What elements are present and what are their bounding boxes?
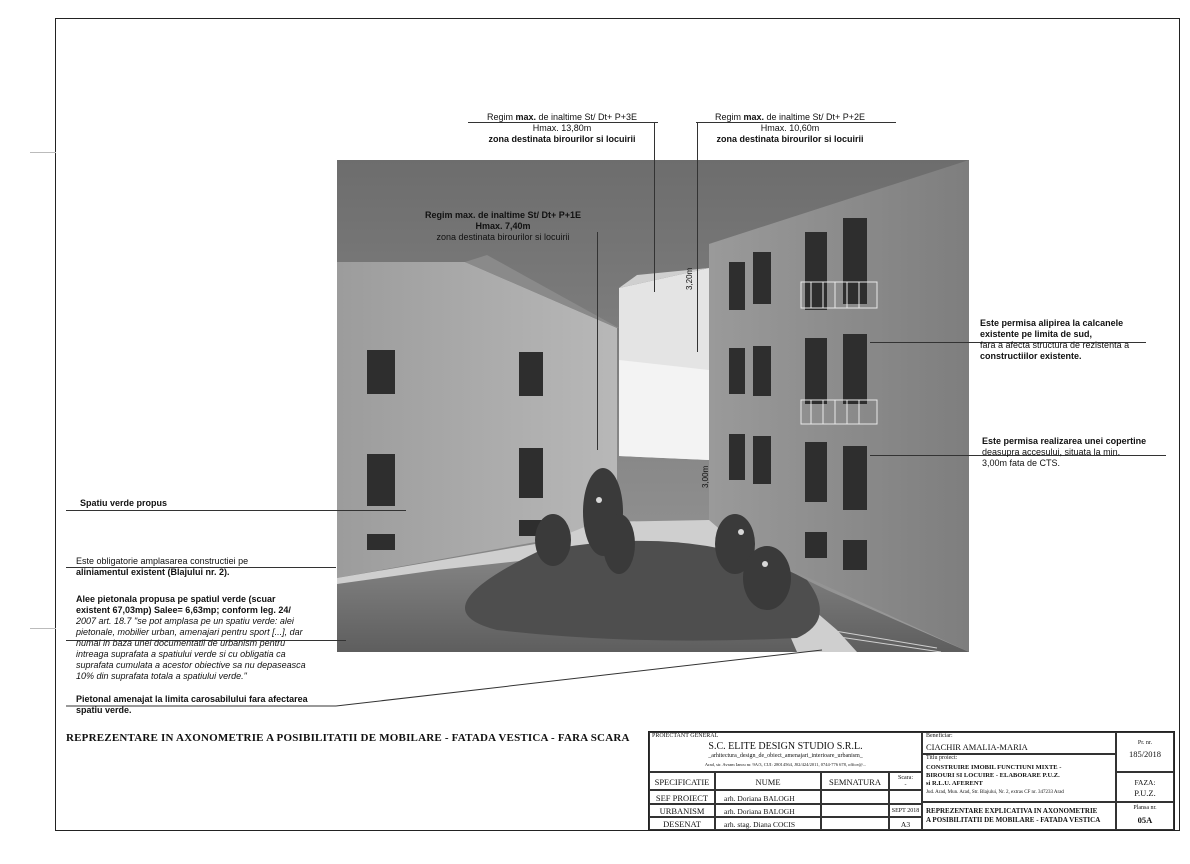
annotation-alignment: Este obligatorie amplasarea constructiei pe aliniamentul existent (Blajului nr. 2). [76,556,249,577]
scan-mark [30,628,56,629]
sheet-title-line: REPREZENTARE EXPLICATIVA IN AXONOMETRIE [926,807,1098,815]
beneficiar-name: CIACHIR AMALIA-MARIA [926,742,1028,752]
annotation-pedestrian-edge: Pietonal amenajat la limita carosabilului fara afectarea spatiu verde. [76,694,308,715]
project-number-label: Pr. nr. [1137,740,1153,746]
title-block [648,731,1175,830]
project-title-line: BIROURI SI LOCUIRE - ELABORARE P.U.Z. [926,772,1060,779]
firm-name: S.C. ELITE DESIGN STUDIO S.R.L. [708,741,863,752]
row-format: A3 [889,817,922,830]
annotation-party-wall: Este permisa alipirea la calcanele existente pe limita de sud, fara a afecta structura de rezistenta a constructiilor existente. [980,318,1130,361]
row-signature [821,817,889,830]
header-nume: NUME [715,772,821,790]
leader-line [654,122,655,292]
leader-line [697,122,698,352]
annotation-height-p3e: Regim max. de inaltime St/ Dt+ P+3E Hmax. 13,80m zona destinata birourilor si locuirii [486,112,638,144]
dimension-3-00: 3,00m [701,465,710,488]
row-date [889,790,922,804]
leader-line-diagonal [66,640,826,710]
project-address: Jud. Arad, Mun. Arad, Str. Blajului, Nr. 2, extras CF nr. 347233 Arad [926,790,1064,795]
annotation-green-space: Spatiu verde propus [80,498,168,508]
sheet-number: 05A [1137,815,1153,825]
row-date: SEPT 2018 [889,804,922,817]
proiectant-label: PROIECTANT GENERAL [652,733,719,739]
firm-tagline: _arhitectura_design_de_obiect_amenajari_interioare_urbanism_ [708,753,863,759]
leader-line [66,510,406,511]
row-name: arh. stag. Diana COCIS [715,817,821,830]
row-signature [821,804,889,817]
header-scara: Scara: - [889,772,922,790]
project-title-line: CONSTRUIRE IMOBIL FUNCTIUNI MIXTE - [926,764,1062,771]
header-semnatura: SEMNATURA [821,772,889,790]
row-signature [821,790,889,804]
header-specificatie: SPECIFICATIE [649,772,715,790]
phase-label: FAZA: [1134,778,1156,787]
beneficiar-label: Beneficiar: [926,733,953,739]
scan-mark [30,152,56,153]
row-spec: DESENAT [649,817,715,830]
sheet-number-label: Plansa nr. [1133,805,1157,811]
leader-line [66,567,336,568]
phase-value: P.U.Z. [1134,788,1156,798]
row-name: arh. Doriana BALOGH [715,790,821,804]
firm-address: Arad, str. Avram Iancu nr. 9A/3, CUI: 28014564, J02/424/2011, 0744-776 678, office@... [704,762,867,767]
annotation-height-p2e: Regim max. de inaltime St/ Dt+ P+2E Hmax. 10,60m zona destinata birourilor si locuirii [714,112,866,144]
leader-line [597,232,598,450]
project-title-label: Titlu proiect: [926,755,958,761]
sheet-title-line: A POSIBILITATII DE MOBILARE - FATADA VESTICA [926,816,1101,824]
annotation-height-p1e: Regim max. de inaltime St/ Dt+ P+1E Hmax. 7,40m zona destinata birourilor si locuirii [424,210,582,242]
row-name: arh. Doriana BALOGH [715,804,821,817]
project-number: 185/2018 [1128,749,1162,759]
annotation-canopy: Este permisa realizarea unei copertine deasupra accesului, situata la min. 3,00m fata de CTS. [982,436,1147,468]
project-title-line: si R.L.U. AFERENT [926,780,983,787]
annotation-pedestrian-alley: Alee pietonala propusa pe spatiul verde (scuar existent 67,03mp) Salee= 6,63mp; conform leg. 24/ 2007 art. 18.7 "se pot amplasa pe un spatiu verde: alei pietonale, mobilier urban, amenajari pentru sport [...], dar numai in baza unei documentatii de urbanism pentru intreaga suprafata a spatiului verde si cu obligatia ca suprafata cumulata a acestor obiective sa nu depaseasca 10% din suprafata totala a spatiului verde." [76,594,306,681]
row-spec: SEF PROIECT [649,790,715,804]
dimension-3-20: 3,20m [685,267,694,290]
drawing-caption: REPREZENTARE IN AXONOMETRIE A POSIBILITATII DE MOBILARE - FATADA VESTICA - FARA SCARA [66,732,630,744]
row-spec: URBANISM [649,804,715,817]
